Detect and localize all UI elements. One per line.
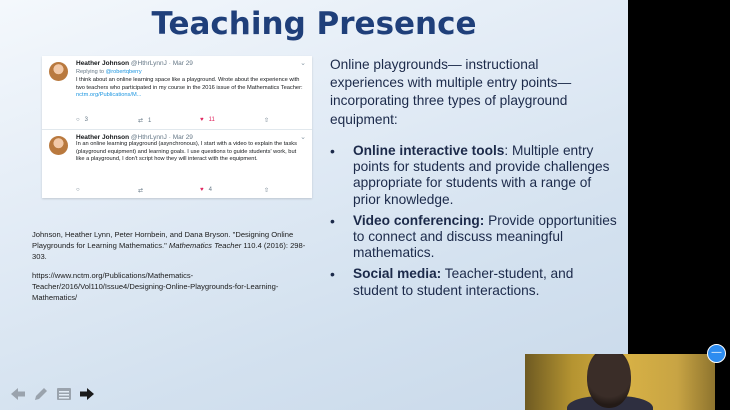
like-action	[200, 187, 212, 193]
replying-to	[76, 69, 142, 75]
bullet-text: Multiple entry points for students and provide challenges appropriate for students with a range of prior knowledge.	[353, 143, 610, 207]
tweet-thread-card	[42, 56, 312, 198]
tweet-handle: @HthrLynnJ	[130, 134, 167, 141]
tweet-separator: ·	[168, 134, 171, 141]
tweet-date: Mar 29	[172, 60, 193, 67]
heart-icon: ♥	[200, 187, 204, 193]
replying-to-handle: @robertqberry	[105, 69, 142, 75]
tweet-date: Mar 29	[172, 134, 193, 141]
bullet-item	[330, 266, 620, 298]
tweet	[42, 130, 312, 198]
tweet-author-name: Heather Johnson	[76, 134, 130, 141]
bullet-icon: •	[330, 212, 335, 229]
tweet-author-name: Heather Johnson	[76, 60, 130, 67]
pen-icon[interactable]	[33, 386, 49, 402]
menu-icon[interactable]	[56, 386, 72, 402]
avatar	[49, 136, 68, 155]
reply-icon: ○	[76, 187, 80, 193]
reply-icon: ○	[76, 117, 80, 123]
intro-text: Online playgrounds— instructional experiences with multiple entry points—incorporating three types of playground equipment:	[330, 57, 572, 127]
retweet-count: 1	[148, 118, 152, 124]
tweet-header	[76, 134, 193, 141]
bullet-text: Provide opportunities to connect and discuss meaningful mathematics.	[353, 212, 617, 261]
like-count: 4	[208, 187, 212, 193]
bullet-icon: •	[330, 143, 335, 159]
tweet-link: nctm.org/Publications/M...	[76, 92, 142, 99]
slide-title: Teaching Presence	[151, 6, 477, 42]
previous-arrow-icon[interactable]	[10, 386, 26, 402]
bullet-term: Online interactive tools	[353, 143, 505, 158]
retweet-icon: ⇄	[138, 118, 144, 124]
citation	[32, 229, 317, 262]
tweet-body-text: In an online learning playground (asynchronous), I start with a video to explain the tasks (playground equipment) and learning goals. I use questions to guide students' work, but like a playground, I don't script how they will interact with the equipment.	[76, 141, 297, 163]
reply-action	[76, 117, 88, 123]
share-icon: ⇧	[264, 118, 270, 124]
bullet-term: Video conferencing:	[353, 212, 485, 228]
heart-icon: ♥	[200, 117, 204, 123]
like-count: 11	[208, 117, 215, 123]
tweet-text	[76, 141, 304, 164]
avatar	[49, 62, 68, 81]
webcam-video[interactable]	[525, 354, 715, 410]
tweet-header	[76, 60, 193, 67]
bullet-text: Teacher-student, and student to student interactions.	[353, 266, 574, 298]
bullet-separator: :	[504, 143, 509, 158]
bullet-icon: •	[330, 266, 335, 283]
bullet-term: Social media:	[353, 266, 442, 282]
presenter-face	[587, 354, 631, 408]
tweet	[42, 56, 312, 130]
tweet-text	[76, 77, 304, 100]
retweet-action	[138, 117, 151, 124]
tweet-handle: @HthrLynnJ	[130, 60, 167, 67]
chevron-down-icon: ⌄	[300, 60, 306, 67]
tweet-separator: ·	[168, 60, 171, 67]
bullet-list	[330, 143, 620, 304]
share-icon: ⇧	[264, 188, 270, 194]
citation-url: https://www.nctm.org/Publications/Mathematics-Teacher/2016/Vol110/Issue4/Designing-Online-Playgrounds-for-Learning-Mathematics/	[32, 271, 279, 302]
citation-authors: Johnson, Heather Lynn, Peter Hornbein, and Dana Bryson. "Designing Online Playgrounds for Learning Mathematics."	[32, 230, 294, 250]
replying-to-label: Replying to	[76, 69, 104, 75]
like-action	[200, 117, 215, 123]
minimize-video-button[interactable]: —	[707, 344, 726, 363]
chevron-down-icon: ⌄	[300, 134, 306, 141]
reply-count: 3	[84, 117, 88, 123]
tweet-body-text: I think about an online learning space like a playground. Wrote about the experience with two teachers who participated in my course in the 2016 issue of the Mathematics Teacher:	[76, 77, 303, 91]
next-arrow-icon[interactable]	[79, 386, 95, 402]
retweet-icon: ⇄	[138, 188, 144, 194]
bullet-item	[330, 213, 620, 262]
bullet-item	[330, 143, 620, 208]
citation-journal: Mathematics Teacher	[168, 241, 242, 250]
citation-details: 110.4 (2016): 298-303.	[32, 241, 306, 261]
slide-toolbar	[10, 386, 95, 402]
